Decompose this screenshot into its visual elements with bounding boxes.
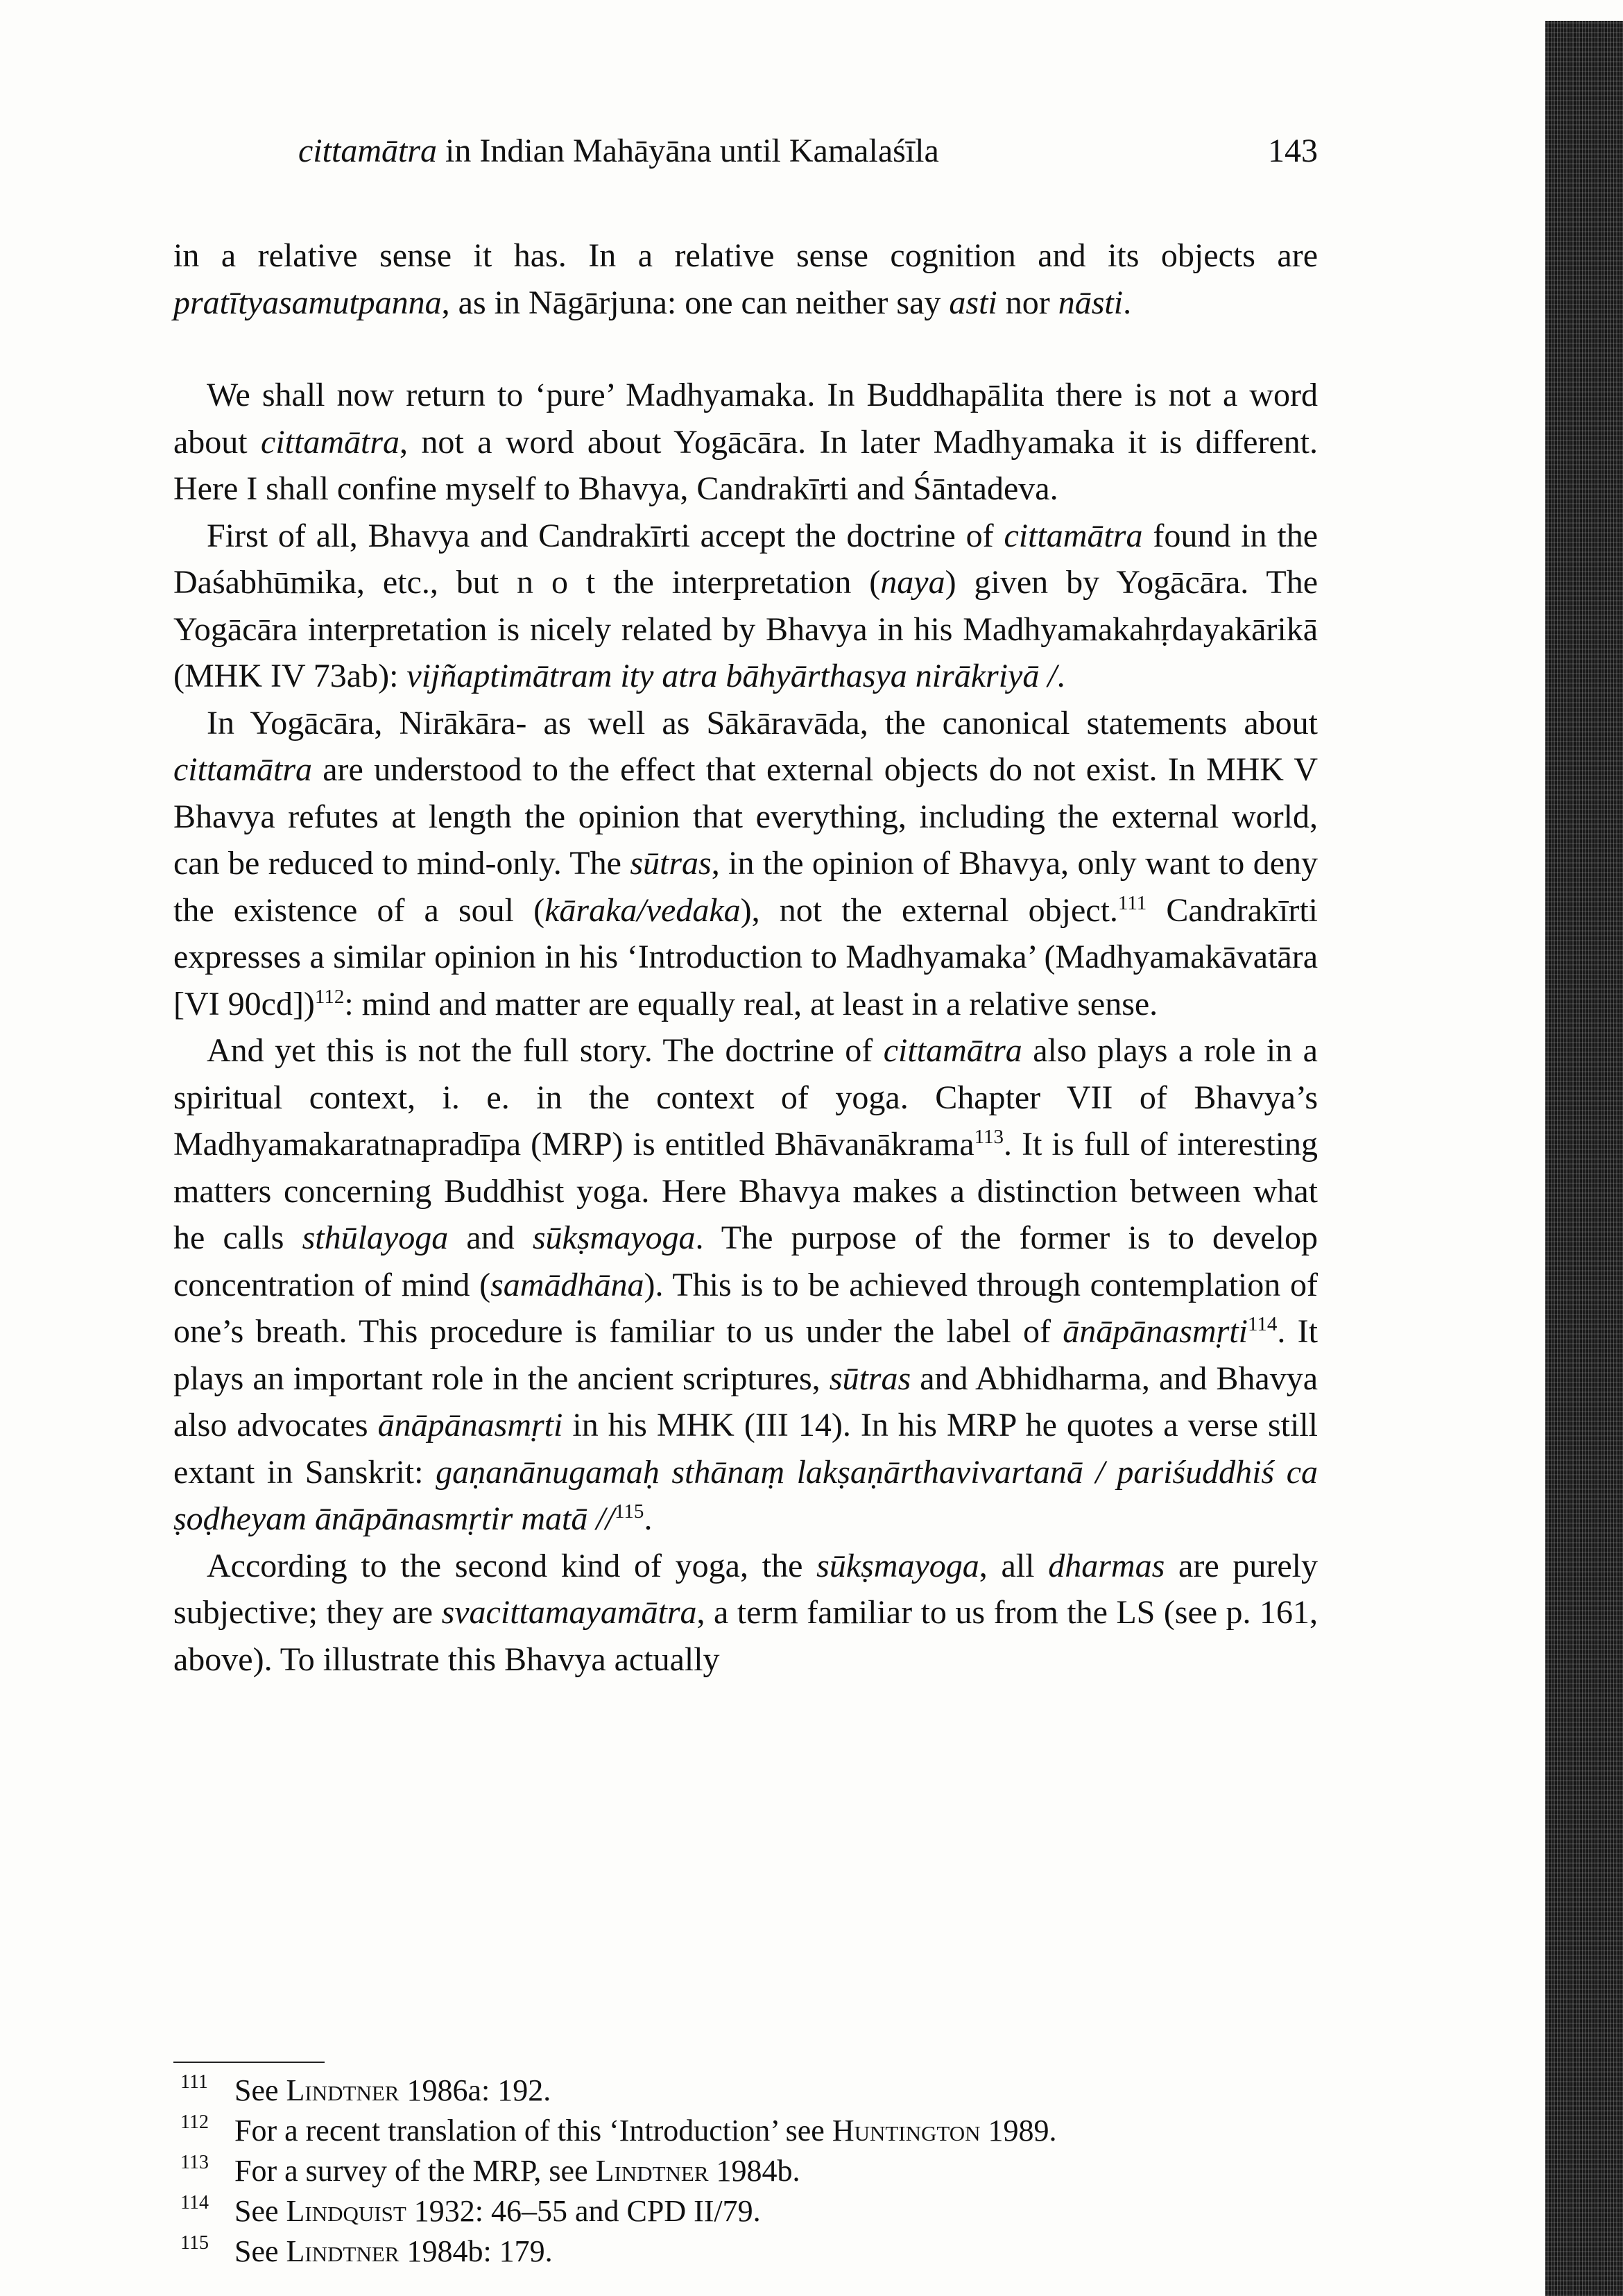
footnote xyxy=(173,2231,1318,2272)
footnote-ref: 111 xyxy=(1117,891,1147,914)
paragraph-gap xyxy=(173,326,1318,372)
italic-term: ānāpānasmṛti xyxy=(377,1407,563,1443)
text-run: and Abhidharma, and Bhavya also advocates xyxy=(173,1360,1319,1443)
text-run: 1986a: 192. xyxy=(399,2073,551,2107)
text-run: In Yogācāra, Nirākāra- as well as Sākāravāda, the canonical statements about xyxy=(207,704,1318,742)
italic-term: asti xyxy=(949,284,997,321)
footnote-ref: 114 xyxy=(1247,1313,1278,1335)
text-run: See xyxy=(234,2234,286,2268)
italic-term: sthūlayoga xyxy=(302,1219,449,1256)
italic-term: sūtras xyxy=(829,1360,911,1397)
italic-term: samādhāna xyxy=(490,1266,644,1303)
footnote-ref: 113 xyxy=(974,1126,1004,1148)
text-run: are purely subjective; they are xyxy=(173,1547,1318,1631)
paragraph xyxy=(173,1543,1318,1684)
text-run: For a recent translation of this ‘Introduction’ see xyxy=(234,2114,832,2148)
footnote-number: 115 xyxy=(180,2232,209,2254)
paragraph xyxy=(173,700,1318,1028)
italic-term: cittamātra xyxy=(173,751,312,788)
footnote xyxy=(173,2071,1318,2111)
scanned-page-edge xyxy=(1545,21,1623,2296)
footnote-number: 112 xyxy=(180,2111,209,2133)
text-run: . It plays an important role in the ancient scriptures, xyxy=(173,1313,1319,1397)
text-run: also plays a role in a spiritual context, i. e. in the context of yoga. Chapter VII of Bhavya’s Madhyamakaratnapradīpa (MRP) is entitled Bhāvanākrama xyxy=(173,1032,1318,1163)
text-run: , a term familiar to us from the LS (see p. 161, above). To illustrate this Bhavya actually xyxy=(173,1594,1319,1678)
italic-term: kāraka/vedaka xyxy=(544,891,741,929)
running-head-italic: cittamātra xyxy=(298,132,437,169)
text-run: ), not the external object. xyxy=(740,891,1118,929)
main-text xyxy=(173,232,1318,1683)
footnote-number: 114 xyxy=(180,2192,209,2213)
text-run: nor xyxy=(997,284,1058,321)
text-run: in a relative sense it has. In a relative sense cognition and its objects are xyxy=(173,237,1318,274)
paragraph xyxy=(173,1027,1318,1543)
text-run: . It is full of interesting matters concerning Buddhist yoga. Here Bhavya makes a distinction between what he calls xyxy=(173,1126,1319,1256)
paragraph xyxy=(173,513,1318,700)
footnotes xyxy=(173,2071,1318,2272)
text-run: , as in Nāgārjuna: one can neither say xyxy=(441,284,950,321)
italic-term: sūtras xyxy=(630,845,712,882)
text-run: , not a word about Yogācāra. In later Madhyamaka it is different. Here I shall confine myself to Bhavya, Candrakīrti and Śāntadeva. xyxy=(173,423,1319,507)
text-run: and xyxy=(448,1219,533,1256)
text-run: See xyxy=(234,2194,286,2228)
italic-term: ānāpānasmṛti xyxy=(1063,1313,1248,1350)
page-header xyxy=(173,132,1318,180)
footnote-number: 113 xyxy=(180,2152,209,2173)
italic-term: pratītyasamutpanna xyxy=(173,284,442,321)
italic-term: naya xyxy=(880,564,945,601)
text-run: : mind and matter are equally real, at least in a relative sense. xyxy=(344,985,1158,1022)
paragraph xyxy=(173,372,1318,513)
text-run: . xyxy=(1123,284,1132,321)
footnote xyxy=(173,2191,1318,2231)
footnote-number: 111 xyxy=(180,2071,208,2093)
italic-term: nāsti xyxy=(1058,284,1124,321)
text-run: And yet this is not the full story. The doctrine of xyxy=(207,1032,884,1069)
author-name: Lindquist xyxy=(286,2194,406,2228)
italic-term: svacittamayamātra xyxy=(441,1594,697,1631)
italic-term: sūkṣmayoga xyxy=(816,1547,979,1584)
running-head xyxy=(298,132,939,170)
italic-term: cittamātra xyxy=(1004,517,1143,554)
text-run: ) given by Yogācāra. The Yogācāra interpretation is nicely related by Bhavya in his Madhyamakahṛdayakārikā (MHK IV 73ab): xyxy=(173,564,1319,694)
text-run: . xyxy=(644,1500,653,1537)
footnote xyxy=(173,2111,1318,2151)
text-run: 1989. xyxy=(980,2114,1057,2148)
italic-term: cittamātra xyxy=(261,423,400,461)
footnote xyxy=(173,2151,1318,2191)
text-run: . The purpose of the former is to develop concentration of mind ( xyxy=(173,1219,1318,1303)
author-name: Lindtner xyxy=(286,2073,400,2107)
text-run: , in the opinion of Bhavya, only want to deny the existence of a soul ( xyxy=(173,845,1319,929)
italic-term: vijñaptimātram ity atra bāhyārthasya nirākriyā / xyxy=(406,658,1057,694)
author-name: Lindtner xyxy=(286,2234,400,2268)
footnote-rule xyxy=(173,2062,325,2063)
text-run: ). This is to be achieved through contemplation of one’s breath. This procedure is familiar to us under the label of xyxy=(173,1266,1319,1350)
paragraph xyxy=(173,232,1318,326)
text-run: 1932: 46–55 and CPD II/79. xyxy=(406,2194,761,2228)
footnote-ref: 115 xyxy=(615,1500,644,1523)
text-run: , all xyxy=(979,1547,1049,1584)
author-name: Lindtner xyxy=(595,2154,709,2188)
footnote-ref: 112 xyxy=(314,985,345,1008)
italic-term: cittamātra xyxy=(883,1032,1022,1069)
text-run: See xyxy=(234,2073,286,2107)
text-run: are understood to the effect that external objects do not exist. In MHK V Bhavya refutes at length the opinion that everything, including the external world, can be reduced to mind-only. The xyxy=(173,751,1318,882)
text-run: in his MHK (III 14). In his MRP he quotes a verse still extant in Sanskrit: xyxy=(173,1407,1318,1491)
page-number: 143 xyxy=(1268,132,1318,169)
italic-term: sūkṣmayoga xyxy=(532,1219,696,1256)
running-head-rest: in Indian Mahāyāna until Kamalaśīla xyxy=(437,132,939,169)
text-run: . xyxy=(1056,658,1065,694)
text-run: 1984b: 179. xyxy=(399,2234,553,2268)
text-run: For a survey of the MRP, see xyxy=(234,2154,596,2188)
text-run: We shall now return to ‘pure’ Madhyamaka. In Buddhapālita there is not a word about xyxy=(173,377,1318,461)
italic-term: dharmas xyxy=(1048,1547,1165,1584)
text-run: found in the Daśabhūmika, etc., but n o t the interpretation ( xyxy=(173,517,1318,601)
italic-term: gaṇanānugamaḥ sthānaṃ lakṣaṇārthavivartanā / pariśuddhiś ca ṣoḍheyam ānāpānasmṛtir matā // xyxy=(173,1453,1318,1537)
text-run: According to the second kind of yoga, the xyxy=(207,1547,817,1584)
author-name: Huntington xyxy=(832,2114,981,2148)
text-run: 1984b. xyxy=(708,2154,800,2188)
text-run: First of all, Bhavya and Candrakīrti accept the doctrine of xyxy=(207,517,1004,554)
text-run: Candrakīrti expresses a similar opinion in his ‘Introduction to Madhyamaka’ (Madhyamakāvatāra [VI 90cd]) xyxy=(173,891,1318,1022)
